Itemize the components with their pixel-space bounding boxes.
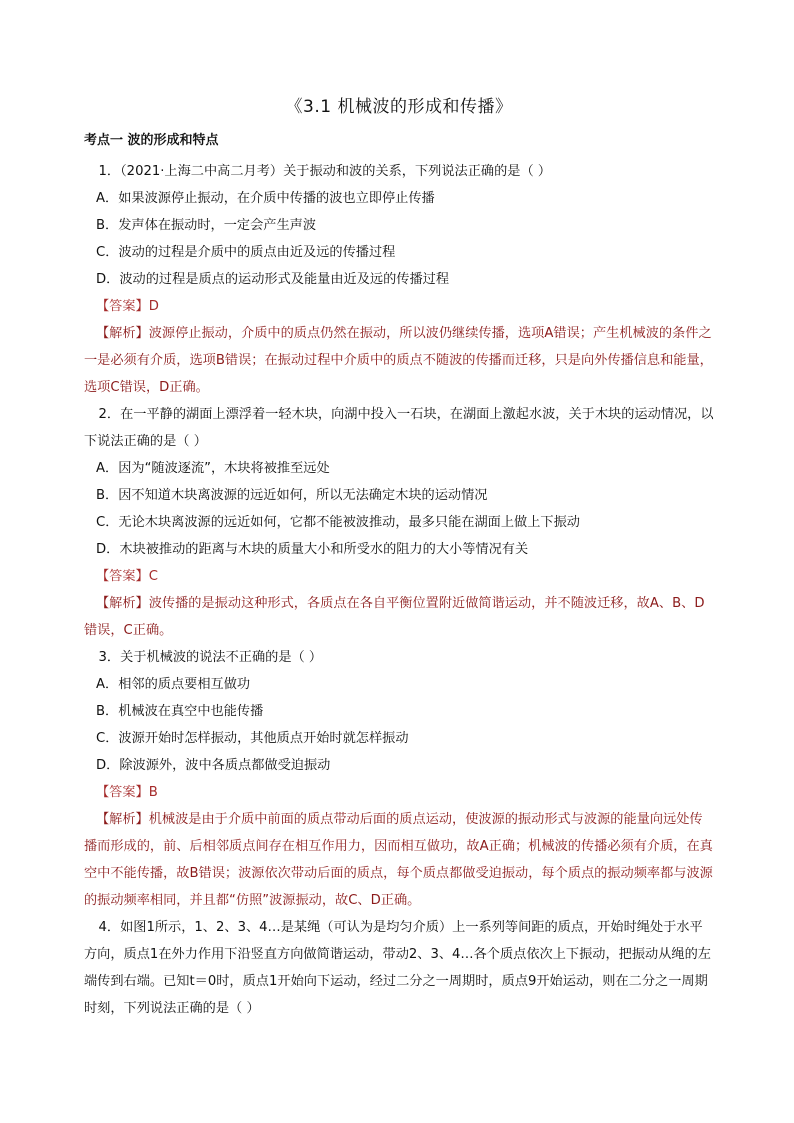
analysis-label: 【解析】 [96, 596, 149, 611]
question-stem: 2．在一平静的湖面上漂浮着一轻木块，向湖中投入一石块，在湖面上激起水波，关于木块的运动情况，以下说法正确的是（ ） [84, 407, 714, 449]
option-d: D．除波源外，波中各质点都做受迫振动 [96, 758, 331, 773]
answer-label: 【答案】 [96, 569, 149, 584]
answer-value: D [148, 299, 159, 314]
question-stem: 3．关于机械波的说法不正确的是（ ） [98, 650, 323, 665]
analysis-label: 【解析】 [96, 326, 149, 341]
option-b: B．因不知道木块离波源的远近如何，所以无法确定木块的运动情况 [96, 488, 488, 503]
question-stem: 1．（2021·上海二中高二月考）关于振动和波的关系，下列说法正确的是（ ） [98, 164, 552, 179]
answer-value: B [148, 785, 158, 800]
document-title: 《3.1 机械波的形成和传播》 [285, 97, 513, 117]
analysis-text: 波源停止振动，介质中的质点仍然在振动，所以波仍继续传播，选项A错误；产生机械波的条件之一是必须有介质，选项B错误；在振动过程中介质中的质点不随波的传播而迁移，只是向外传播信息和能量，选项C错误，D正确。 [84, 326, 713, 395]
option-a: A．因为“随波逐流”，木块将被推至远处 [96, 461, 330, 476]
analysis-line [84, 806, 714, 914]
section-heading: 考点一 波的形成和特点 [84, 133, 219, 148]
option-c: C．无论木块离波源的远近如何，它都不能被波推动，最多只能在湖面上做上下振动 [96, 515, 580, 530]
analysis-label: 【解析】 [96, 812, 149, 827]
analysis-line [84, 320, 714, 401]
option-b: B．发声体在振动时，一定会产生声波 [96, 218, 317, 233]
question-2 [84, 401, 714, 644]
analysis-text: 机械波是由于介质中前面的质点带动后面的质点运动，使波源的振动形式与波源的能量向远处传播而形成的，前、后相邻质点间存在相互作用力，因而相互做功，故A正确；机械波的传播必须有介质，在真空中不能传播，故B错误；波源依次带动后面的质点，每个质点都做受迫振动，每个质点的振动频率都与波源的振动频率相同，并且都“仿照”波源振动，故C、D正确。 [84, 812, 713, 908]
option-a: A．相邻的质点要相互做功 [96, 677, 251, 692]
option-b: B．机械波在真空中也能传播 [96, 704, 264, 719]
question-4 [84, 914, 714, 1022]
answer-value: C [148, 569, 158, 584]
document-content [84, 92, 714, 1022]
question-stem: 4．如图1所示，1、2、3、4…是某绳（可认为是均匀介质）上一系列等间距的质点，开始时绳处于水平方向，质点1在外力作用下沿竖直方向做简谐运动，带动2、3、4…各个质点依次上下振动，把振动从绳的左端传到右端。已知t＝0时，质点1开始向下运动，经过二分之一周期时，质点9开始运动，则在二分之一周期时刻，下列说法正确的是（ ） [84, 920, 711, 1016]
analysis-line [84, 590, 714, 644]
analysis-text: 波传播的是振动这种形式，各质点在各自平衡位置附近做简谐运动，并不随波迁移，故A、B、D错误，C正确。 [84, 596, 705, 638]
question-3 [84, 644, 714, 914]
answer-line [84, 293, 714, 320]
option-c: C．波源开始时怎样振动，其他质点开始时就怎样振动 [96, 731, 409, 746]
option-a: A．如果波源停止振动，在介质中传播的波也立即停止传播 [96, 191, 435, 206]
answer-line [84, 779, 714, 806]
option-d: D．木块被推动的距离与木块的质量大小和所受水的阻力的大小等情况有关 [96, 542, 529, 557]
answer-label: 【答案】 [96, 785, 149, 800]
option-d: D．波动的过程是质点的运动形式及能量由近及远的传播过程 [96, 272, 450, 287]
option-c: C．波动的过程是介质中的质点由近及远的传播过程 [96, 245, 396, 260]
answer-label: 【答案】 [96, 299, 149, 314]
question-1 [84, 158, 714, 401]
answer-line [84, 563, 714, 590]
